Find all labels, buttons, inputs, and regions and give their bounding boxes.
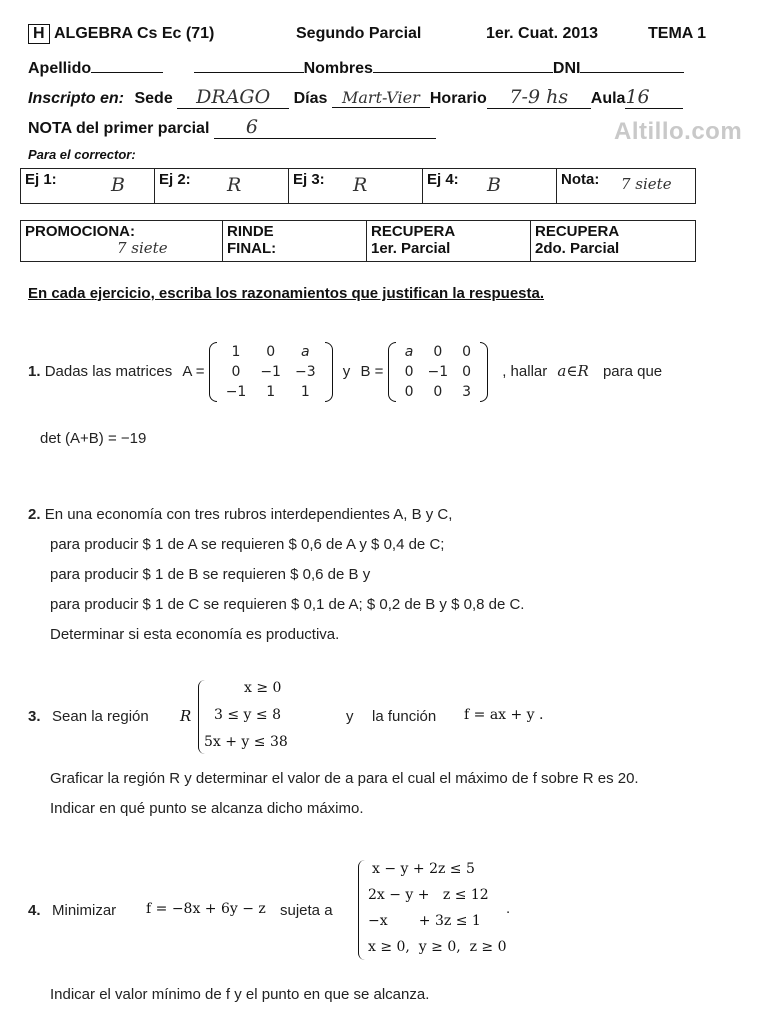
grade-ej3-mark: R [353,174,368,196]
exam-title: Segundo Parcial [296,25,422,42]
corrector-grade-table [20,168,696,204]
dias-label: Días [293,90,328,107]
q3-region: R [180,707,192,725]
matrix-b: a 0 0 0 −1 0 0 0 3 [388,342,488,402]
apellido-field-extra[interactable] [194,58,304,73]
q4-system-brace [358,860,365,960]
apellido-label: Apellido [28,60,92,77]
grade-ej4-mark: B [487,174,501,196]
q4-ineq-3: −x + 3z ≤ 1 [368,913,481,929]
q3-ineq-1: x ≥ 0 [244,680,282,696]
q3-line3: Indicar en qué punto se alcanza dicho máximo. [50,800,364,817]
q1-text2: , hallar [502,362,548,380]
q2-number: 2. [28,506,41,523]
q3-function: f = ax + y . [464,707,544,723]
q4-ineq-4: x ≥ 0, y ≥ 0, z ≥ 0 [368,939,507,955]
question-1 [28,342,662,402]
status-rinde-final: RINDE FINAL: [223,221,367,261]
grade-cell-ej2: Ej 2: R [155,169,289,203]
q2-line-5: Determinar si esta economía es productiva. [50,626,340,643]
q3-ineq-2: 3 ≤ y ≤ 8 [214,707,281,723]
aula-label: Aula [590,90,626,107]
grade-nota-mark: 7 siete [621,175,672,193]
dni-field[interactable] [580,58,684,73]
q4-text2: sujeta a [280,902,333,919]
question-2 [28,500,524,650]
q2-line-2: para producir $ 1 de A se requieren $ 0,6 de A y $ 0,4 de C; [50,536,445,553]
q3-ineq-3: 5x + y ≤ 38 [204,734,288,750]
nombres-label: Nombres [303,60,373,77]
header-row [28,24,748,46]
header-box-letter: H [28,24,50,44]
status-table [20,220,696,262]
name-row [28,58,684,78]
q4-ineq-1: x − y + 2z ≤ 5 [372,861,475,877]
grade-cell-ej4: Ej 4: B [423,169,557,203]
nota-primer-value: 6 [214,116,436,139]
nombres-field[interactable] [373,58,553,73]
q1-text3: para que [602,362,663,380]
q1-text: Dadas las matrices [44,362,173,380]
q3-line2: Graficar la región R y determinar el valor de a para el cual el máximo de f sobre R es 20. [50,770,639,787]
q1-a-label: A = [182,362,205,380]
inscripto-row [28,86,683,109]
q4-number: 4. [28,902,41,919]
corrector-label: Para el corrector: [28,147,136,162]
aula-value: 16 [625,86,683,109]
q4-function: f = −8x + 6y − z [146,901,266,917]
grade-ej2-mark: R [227,174,242,196]
q4-dot: . [506,900,511,917]
matrix-a: 1 0 a 0 −1 −3 −1 1 1 [209,342,333,402]
nota-primer-label: NOTA del primer parcial [28,120,210,137]
dni-label: DNI [552,60,581,77]
status-handwritten: 7 siete [117,239,168,257]
q1-and: y [342,362,351,380]
q2-line-3: para producir $ 1 de B se requieren $ 0,6 de B y [50,566,371,583]
instruction: En cada ejercicio, escriba los razonamientos que justifican la respuesta. [28,285,545,302]
status-recupera-2: RECUPERA 2do. Parcial [535,223,620,257]
q3-text2: y [346,708,354,725]
q3-text3: la función [372,708,437,725]
watermark: Altillo.com [614,118,743,145]
q1-line2: det (A+B) = −19 [40,430,147,447]
grade-cell-ej1: Ej 1: B [21,169,155,203]
sede-label: Sede [134,90,173,107]
q3-number: 3. [28,708,41,725]
q4-line2: Indicar el valor mínimo de f y el punto en que se alcanza. [50,986,430,1003]
inscripto-label: Inscripto en: [28,90,125,107]
horario-label: Horario [429,90,487,107]
course-title: ALGEBRA Cs Ec (71) [54,25,215,42]
q4-text1: Minimizar [52,902,117,919]
q4-ineq-2: 2x − y + z ≤ 12 [368,887,489,903]
grade-ej1-mark: B [111,174,125,196]
status-recupera-1: RECUPERA 1er. Parcial [367,221,531,261]
q2-line-1: En una economía con tres rubros interdependientes A, B y C, [44,506,453,523]
grade-cell-ej3: Ej 3: R [289,169,423,203]
nota-primer-row [28,116,436,139]
q1-b-label: B = [360,362,384,380]
q2-line-4: para producir $ 1 de C se requieren $ 0,1 de A; $ 0,2 de B y $ 0,8 de C. [50,596,525,613]
status-promociona: PROMOCIONA: 7 siete [21,221,223,261]
dias-value: Mart-Vier [332,88,430,108]
exam-tema: TEMA 1 [648,25,707,42]
apellido-field[interactable] [91,58,163,73]
exam-term: 1er. Cuat. 2013 [486,25,599,42]
q1-condition: a∈R [557,361,589,380]
q1-number: 1. [28,362,41,380]
grade-cell-nota: Nota: 7 siete [561,171,672,193]
sede-value: DRAGO [177,86,289,109]
q3-text1: Sean la región [52,708,149,725]
horario-value: 7-9 hs [487,86,591,109]
